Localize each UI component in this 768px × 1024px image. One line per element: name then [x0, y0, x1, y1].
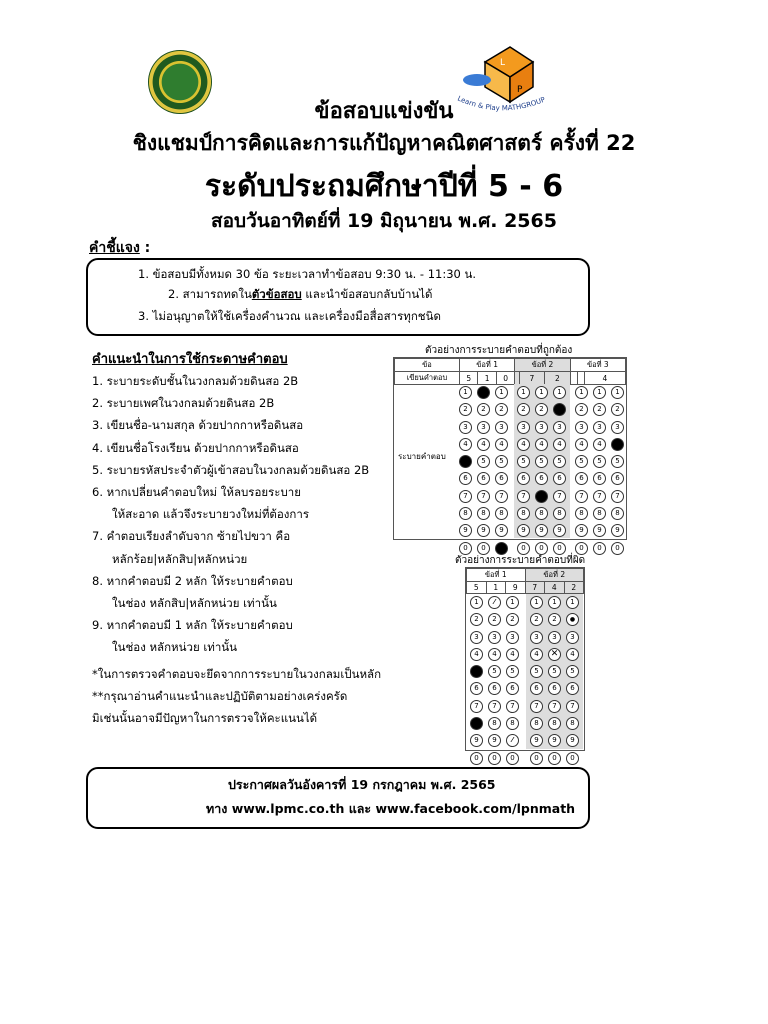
answer-bubble: 0 [506, 752, 519, 765]
answer-bubble: 4 [495, 438, 508, 451]
announcement-line-2: ทาง www.lpmc.co.th และ www.facebook.com/lpnmath [206, 801, 576, 816]
answer-bubble: 9 [535, 524, 548, 537]
answer-bubble: 3 [517, 421, 530, 434]
answer-bubble: 8 [517, 507, 530, 520]
notes [92, 663, 381, 729]
guide-item: 8. หากคำตอบมี 2 หลัก ให้ระบายคำตอบ [92, 573, 293, 588]
answer-bubble: 8 [530, 717, 543, 730]
answer-bubble: 2 [548, 613, 561, 626]
bubble-column [593, 386, 606, 555]
answer-bubble: 2 [593, 403, 606, 416]
guide-item: 6. หากเปลี่ยนคำตอบใหม่ ให้ลบรอยระบาย [92, 485, 301, 500]
answer-bubble: 2 [575, 403, 588, 416]
guide-item: ให้สะอาด แล้วจึงระบายวงใหม่ที่ต้องการ [112, 507, 310, 522]
announcement-line-1: ประกาศผลวันอังคารที่ 19 กรกฎาคม พ.ศ. 2565 [228, 777, 496, 792]
answer-bubble: 7 [548, 700, 561, 713]
answer-bubble: 8 [553, 507, 566, 520]
answer-bubble: 5 [477, 455, 490, 468]
bubble-column [548, 596, 561, 765]
title-championship: ชิงแชมป์การคิดและการแก้ปัญหาคณิตศาสตร์ ครั้งที่ 22 [132, 131, 636, 155]
answer-bubble [535, 490, 548, 503]
guide-item: 1. ระบายระดับชั้นในวงกลมด้วยดินสอ 2B [92, 374, 299, 388]
answer-bubble: 4 [470, 648, 483, 661]
answer-bubble: 2 [459, 403, 472, 416]
answer-digit: 7 [519, 372, 544, 385]
instruction-line-3: 3. ไม่อนุญาตให้ใช้เครื่องคำนวณ และเครื่องมือสื่อสารทุกชนิด [138, 309, 441, 323]
answer-bubble: 2 [530, 613, 543, 626]
answer-bubble [459, 455, 472, 468]
answer-bubble: 7 [477, 490, 490, 503]
answer-bubble: 1 [517, 386, 530, 399]
answer-bubble: 3 [459, 421, 472, 434]
answer-bubble: 5 [530, 665, 543, 678]
bubble-column [477, 386, 490, 555]
answer-bubble: ⁄ [488, 596, 501, 609]
answer-bubble: 3 [530, 631, 543, 644]
answer-bubble: 7 [517, 490, 530, 503]
answer-bubble: 0 [535, 542, 548, 555]
answer-bubble: 8 [459, 507, 472, 520]
answer-bubble: 1 [470, 596, 483, 609]
answer-bubble: 5 [593, 455, 606, 468]
answer-digit: 0 [496, 372, 514, 385]
answer-bubble: 9 [548, 734, 561, 747]
answer-bubble: 4 [459, 438, 472, 451]
note-line: *ในการตรวจคำตอบจะยึดจากการระบายในวงกลมเป็นหลัก [92, 667, 382, 681]
answer-bubble: 3 [506, 631, 519, 644]
answer-bubble: 6 [470, 682, 483, 695]
answer-bubble: 6 [548, 682, 561, 695]
svg-text:L: L [500, 58, 506, 68]
answer-bubble: 6 [506, 682, 519, 695]
answer-bubble: 8 [506, 717, 519, 730]
announcement-box [86, 767, 590, 829]
answer-bubble: 9 [575, 524, 588, 537]
answer-bubble: 7 [495, 490, 508, 503]
answer-bubble: 6 [553, 472, 566, 485]
wrong-q1-label: ข้อที่ 1 [467, 569, 526, 582]
guide-item: หลักร้อย|หลักสิบ|หลักหน่วย [112, 551, 248, 566]
answer-bubble: 2 [488, 613, 501, 626]
answer-bubble: 4 [553, 438, 566, 451]
answer-bubble [477, 386, 490, 399]
answer-bubble: 4 [488, 648, 501, 661]
row-write-label: เขียนคำตอบ [395, 372, 460, 385]
answer-bubble: 2 [535, 403, 548, 416]
answer-bubble: 6 [495, 472, 508, 485]
answer-digit: 2 [564, 582, 584, 594]
answer-bubble: 2 [506, 613, 519, 626]
answer-bubble: 1 [535, 386, 548, 399]
answer-bubble: 3 [611, 421, 624, 434]
answer-digit [577, 372, 584, 385]
answer-digit: 4 [545, 582, 565, 594]
answer-bubble: 0 [593, 542, 606, 555]
answer-bubble: 7 [530, 700, 543, 713]
answer-digit: 9 [506, 582, 526, 594]
bubble-column [495, 386, 508, 555]
title-date: สอบวันอาทิตย์ที่ 19 มิถุนายน พ.ศ. 2565 [211, 210, 557, 232]
instructions-box [86, 258, 590, 336]
answer-bubble: 6 [530, 682, 543, 695]
title-level: ระดับประถมศึกษาปีที่ 5 - 6 [204, 169, 564, 204]
answer-bubble: 5 [611, 455, 624, 468]
answer-bubble: 0 [459, 542, 472, 555]
answer-bubble: 8 [535, 507, 548, 520]
answer-bubble: 9 [470, 734, 483, 747]
answer-bubble: 3 [566, 631, 579, 644]
instruction-line-2: 2. สามารถทดในตัวข้อสอบ และนำข้อสอบกลับบ้านได้ [168, 287, 433, 301]
answer-bubble: 9 [477, 524, 490, 537]
answer-bubble: 6 [575, 472, 588, 485]
answer-bubble: 5 [517, 455, 530, 468]
answer-bubble: 5 [535, 455, 548, 468]
answer-bubble: ✕ [548, 648, 561, 661]
answer-bubble: 1 [506, 596, 519, 609]
answer-bubble: 7 [575, 490, 588, 503]
answer-bubble: 9 [611, 524, 624, 537]
answer-bubble: 7 [470, 700, 483, 713]
answer-bubble: 6 [566, 682, 579, 695]
answer-bubble: 1 [530, 596, 543, 609]
answer-bubble: 8 [566, 717, 579, 730]
answer-bubble [470, 717, 483, 730]
answer-bubble: 0 [488, 752, 501, 765]
example-correct-caption: ตัวอย่างการระบายคำตอบที่ถูกต้อง [425, 345, 573, 356]
answer-bubble: 3 [470, 631, 483, 644]
bubble-column [611, 386, 624, 555]
bubble-column [530, 596, 543, 765]
answer-bubble: 6 [611, 472, 624, 485]
answer-bubble: 4 [566, 648, 579, 661]
answer-bubble: 6 [535, 472, 548, 485]
answer-bubble: 5 [495, 455, 508, 468]
answer-bubble: 6 [517, 472, 530, 485]
answer-digit: 7 [525, 582, 545, 594]
answer-bubble: 9 [495, 524, 508, 537]
answer-bubble: 4 [477, 438, 490, 451]
answer-bubble: 9 [517, 524, 530, 537]
bubble-column [575, 386, 588, 555]
answer-bubble: 9 [530, 734, 543, 747]
answer-bubble: 8 [477, 507, 490, 520]
answer-bubble: 1 [548, 596, 561, 609]
answer-digit: 1 [486, 582, 506, 594]
answer-bubble: ● [566, 613, 579, 626]
answer-bubble: 6 [488, 682, 501, 695]
instruction-line-1: 1. ข้อสอบมีทั้งหมด 30 ข้อ ระยะเวลาทำข้อสอบ 9:30 น. - 11:30 น. [138, 267, 477, 281]
svg-text:P: P [517, 85, 523, 95]
guide-item: 3. เขียนชื่อ-นามสกุล ด้วยปากกาหรือดินสอ [92, 418, 304, 433]
answer-bubble: 7 [593, 490, 606, 503]
answer-bubble: 4 [593, 438, 606, 451]
answer-bubble: 7 [553, 490, 566, 503]
answer-bubble: 1 [575, 386, 588, 399]
answer-bubble: 6 [593, 472, 606, 485]
answer-bubble: 4 [575, 438, 588, 451]
answer-bubble: 5 [548, 665, 561, 678]
answer-bubble: 1 [459, 386, 472, 399]
answer-bubble: 5 [575, 455, 588, 468]
answer-bubble: 0 [530, 752, 543, 765]
example-wrong-sheet [465, 567, 585, 762]
answer-bubble [611, 438, 624, 451]
answer-bubble: 7 [566, 700, 579, 713]
answer-bubble: 7 [459, 490, 472, 503]
answer-bubble: 6 [459, 472, 472, 485]
guide-item: ในช่อง หลักสิบ|หลักหน่วย เท่านั้น [112, 596, 277, 611]
answer-bubble: 7 [506, 700, 519, 713]
answer-bubble: 1 [553, 386, 566, 399]
bubble-column [488, 596, 501, 765]
answer-bubble: 9 [593, 524, 606, 537]
answer-bubble [553, 403, 566, 416]
logo-text: Learn & Play MATHGROUP [456, 94, 547, 113]
bubble-column [535, 386, 548, 555]
answer-bubble: 5 [553, 455, 566, 468]
answer-bubble: 2 [470, 613, 483, 626]
answer-bubble: 3 [548, 631, 561, 644]
answer-bubble: 2 [517, 403, 530, 416]
q3-label: ข้อที่ 3 [570, 359, 625, 372]
q2-label: ข้อที่ 2 [515, 359, 570, 372]
answer-bubble: 0 [548, 752, 561, 765]
answer-bubble: 0 [611, 542, 624, 555]
bubble-column [517, 386, 530, 555]
answer-bubble: 8 [488, 717, 501, 730]
answer-bubble: 3 [535, 421, 548, 434]
answer-bubble: 5 [506, 665, 519, 678]
answer-bubble: 4 [535, 438, 548, 451]
answer-bubble: 0 [477, 542, 490, 555]
title-exam: ข้อสอบแข่งขัน [314, 99, 454, 124]
answer-bubble: 8 [575, 507, 588, 520]
bubble-column [506, 596, 519, 765]
instructions-label: คำชี้แจง : [89, 240, 151, 256]
answer-bubble: 9 [488, 734, 501, 747]
guide-item: 4. เขียนชื่อโรงเรียน ด้วยปากกาหรือดินสอ [92, 440, 299, 455]
answer-digit: 2 [545, 372, 571, 385]
answer-bubble [470, 665, 483, 678]
answer-digit [570, 372, 577, 385]
answer-bubble: 1 [593, 386, 606, 399]
answer-bubble: 9 [566, 734, 579, 747]
answer-digit: 4 [584, 372, 625, 385]
answer-bubble: 0 [566, 752, 579, 765]
answer-bubble: 8 [495, 507, 508, 520]
note-line: **กรุณาอ่านคำแนะนำและปฏิบัติตามอย่างเคร่งครัด [92, 689, 348, 703]
answer-bubble: 5 [566, 665, 579, 678]
answer-bubble: 3 [477, 421, 490, 434]
answer-bubble: 2 [611, 403, 624, 416]
answer-bubble: 3 [488, 631, 501, 644]
answer-bubble: ⁄ [506, 734, 519, 747]
answer-bubble: 4 [530, 648, 543, 661]
row-fill-label: ระบายคำตอบ [398, 452, 446, 461]
answer-bubble: 0 [553, 542, 566, 555]
answer-bubble: 3 [495, 421, 508, 434]
example-correct-sheet [393, 357, 627, 552]
guide-list [92, 370, 369, 659]
answer-bubble: 8 [548, 717, 561, 730]
answer-bubble: 9 [553, 524, 566, 537]
answer-bubble: 7 [611, 490, 624, 503]
answer-bubble: 2 [477, 403, 490, 416]
answer-bubble: 3 [553, 421, 566, 434]
answer-bubble: 2 [495, 403, 508, 416]
answer-bubble: 0 [575, 542, 588, 555]
answer-bubble: 8 [611, 507, 624, 520]
guide-item: 5. ระบายรหัสประจำตัวผู้เข้าสอบในวงกลมด้วยดินสอ 2B [92, 462, 370, 477]
answer-bubble: 3 [575, 421, 588, 434]
q1-label: ข้อที่ 1 [460, 359, 515, 372]
example-wrong-caption: ตัวอย่างการระบายคำตอบที่ผิด [455, 555, 586, 566]
answer-digit: 5 [467, 582, 487, 594]
answer-bubble: 1 [611, 386, 624, 399]
answer-bubble: 8 [593, 507, 606, 520]
guide-item: ในช่อง หลักหน่วย เท่านั้น [112, 640, 238, 655]
wrong-q2-label: ข้อที่ 2 [525, 569, 584, 582]
col-item-label: ข้อ [395, 359, 460, 372]
answer-bubble: 0 [517, 542, 530, 555]
bubble-column [553, 386, 566, 555]
guide-item: 2. ระบายเพศในวงกลมด้วยดินสอ 2B [92, 396, 275, 411]
bubble-column [459, 386, 472, 555]
note-line: มิเช่นนั้นอาจมีปัญหาในการตรวจให้คะแนนได้ [92, 711, 318, 725]
answer-digit: 1 [478, 372, 496, 385]
guide-title: คำแนะนำในการใช้กระดาษคำตอบ [92, 352, 288, 367]
answer-bubble: 0 [470, 752, 483, 765]
answer-bubble: 5 [488, 665, 501, 678]
bubble-column [566, 596, 579, 765]
answer-bubble: 9 [459, 524, 472, 537]
answer-bubble: 3 [593, 421, 606, 434]
answer-bubble: 1 [495, 386, 508, 399]
answer-digit: 5 [460, 372, 478, 385]
guide-item: 9. หากคำตอบมี 1 หลัก ให้ระบายคำตอบ [92, 618, 293, 633]
guide-item: 7. คำตอบเรียงลำดับจาก ซ้ายไปขวา คือ [92, 529, 291, 544]
bubble-column [470, 596, 483, 765]
answer-bubble: 6 [477, 472, 490, 485]
answer-bubble: 4 [506, 648, 519, 661]
answer-bubble: 7 [488, 700, 501, 713]
answer-bubble: 1 [566, 596, 579, 609]
answer-bubble: 4 [517, 438, 530, 451]
